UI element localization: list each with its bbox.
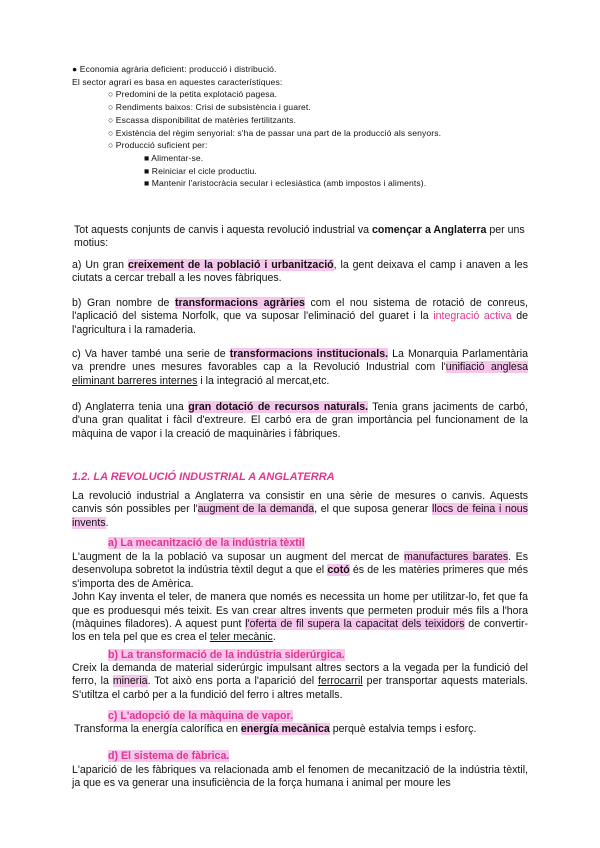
outline-subitem: ○ Existència del règim senyorial: s'ha de passar una part de la producció als senyors. <box>108 127 442 138</box>
outline-subsubitem: ■ Reiniciar el cicle productiu. <box>144 165 257 176</box>
outline-item: El sector agrari es basa en aquestes característiques: <box>72 76 283 87</box>
subsection-c-text: Transforma la energía calorífica en energía mecànica perquè estalvia temps i esforç. <box>74 723 477 735</box>
subsection-d-text: L'aparició de les fàbriques va relacionada amb el fenomen de mecanització de la indústria tèxtil, ja que es va generar una insuficiència de la força humana i animal per moure les <box>72 764 528 790</box>
outline-list <box>72 63 528 190</box>
outline-subitem: ○ Rendiments baixos: Crisi de subsistència i guaret. <box>108 102 311 113</box>
section-intro: La revolució industrial a Anglaterra va consistir en una sèrie de mesures o canvis. Aquests canvis són possibles per l'augment de la demanda, el que suposa generar llocs de feina i nous invents. <box>72 490 528 529</box>
subsection-a-text: L'augment de la la població va suposar un augment del mercat de manufactures barates. Es desenvolupa sobretot la indústria tèxtil degut a que el cotó és de les matèries primeres que més s'importa des de Amèrica. John Kay inventa el teler, de manera que només es necessita un home per utilitzar-lo, fet que fa que es produesqui més teixit. Es van crear altres invents que permeten produir més fils a l'hora (màquines filadores). A aquest punt l'oferta de fil supera la capacitat dels teixidors de convertir-los en tela pel que es crea el teler mecànic. <box>72 551 529 644</box>
outline-subsubitem: ■ Mantenir l'aristocràcia secular i eclesiàstica (amb impostos i aliments). <box>144 178 427 189</box>
subheading-c: c) L'adopció de la màquina de vapor. <box>108 710 294 722</box>
subheading-a: a) La mecanització de la indústria tèxtil <box>108 537 305 549</box>
reason-d: d) Anglaterra tenia una gran dotació de recursos naturals. Tenia grans jaciments de carbó, d'una gran qualitat i fàcil d'extreure. El carbó era de gran importància pel funcionament de la màquina de vapor i la creació de maquinàries i fàbriques. <box>72 401 528 440</box>
outline-subsubitem: ■ Alimentar-se. <box>144 152 204 163</box>
subheading-b: b) La transformació de la indústria siderúrgica. <box>108 649 345 661</box>
outline-subitem: ○ Producció suficient per: <box>108 140 208 151</box>
reason-b: b) Gran nombre de transformacions agràries com el nou sistema de rotació de conreus, l'aplicació del sistema Norfolk, que va suposar l'eliminació del guaret i la integració activa de l'agricultura i la ramaderia. <box>72 297 528 336</box>
outline-item: ● Economia agrària deficient: producció i distribució. <box>72 64 277 74</box>
reason-a: a) Un gran creixement de la població i urbanització, la gent deixava el camp i anaven a les ciutats a cercar treball a les noves fàbriques. <box>72 259 528 285</box>
outline-subitem: ○ Escassa disponibilitat de matèries fertilitzants. <box>108 114 296 125</box>
intro-paragraph: Tot aquests conjunts de canvis i aquesta revolució industrial va començar a Anglaterra per uns motius: <box>74 224 525 250</box>
subheading-d: d) El sistema de fàbrica. <box>108 750 230 762</box>
reason-c: c) Va haver també una serie de transformacions institucionals. La Monarquia Parlamentària va prendre unes mesures favorables cap a la Revolució Industrial com l'unifiació anglesa eliminant barreres internes i la integració al mercat,etc. <box>72 348 529 387</box>
subsection-b-text: Creix la demanda de material siderúrgic impulsant altres sectors a la vegada per la fundició del ferro, la mineria. Tot això ens porta a l'aparició del ferrocarril per transportar aquests materials. S'utiltza el carbó per a la fundició del ferro i altres metalls. <box>72 662 529 701</box>
outline-subitem: ○ Predomini de la petita explotació pagesa. <box>108 89 278 100</box>
section-heading: 1.2. LA REVOLUCIÓ INDUSTRIAL A ANGLATERRA <box>72 471 335 483</box>
